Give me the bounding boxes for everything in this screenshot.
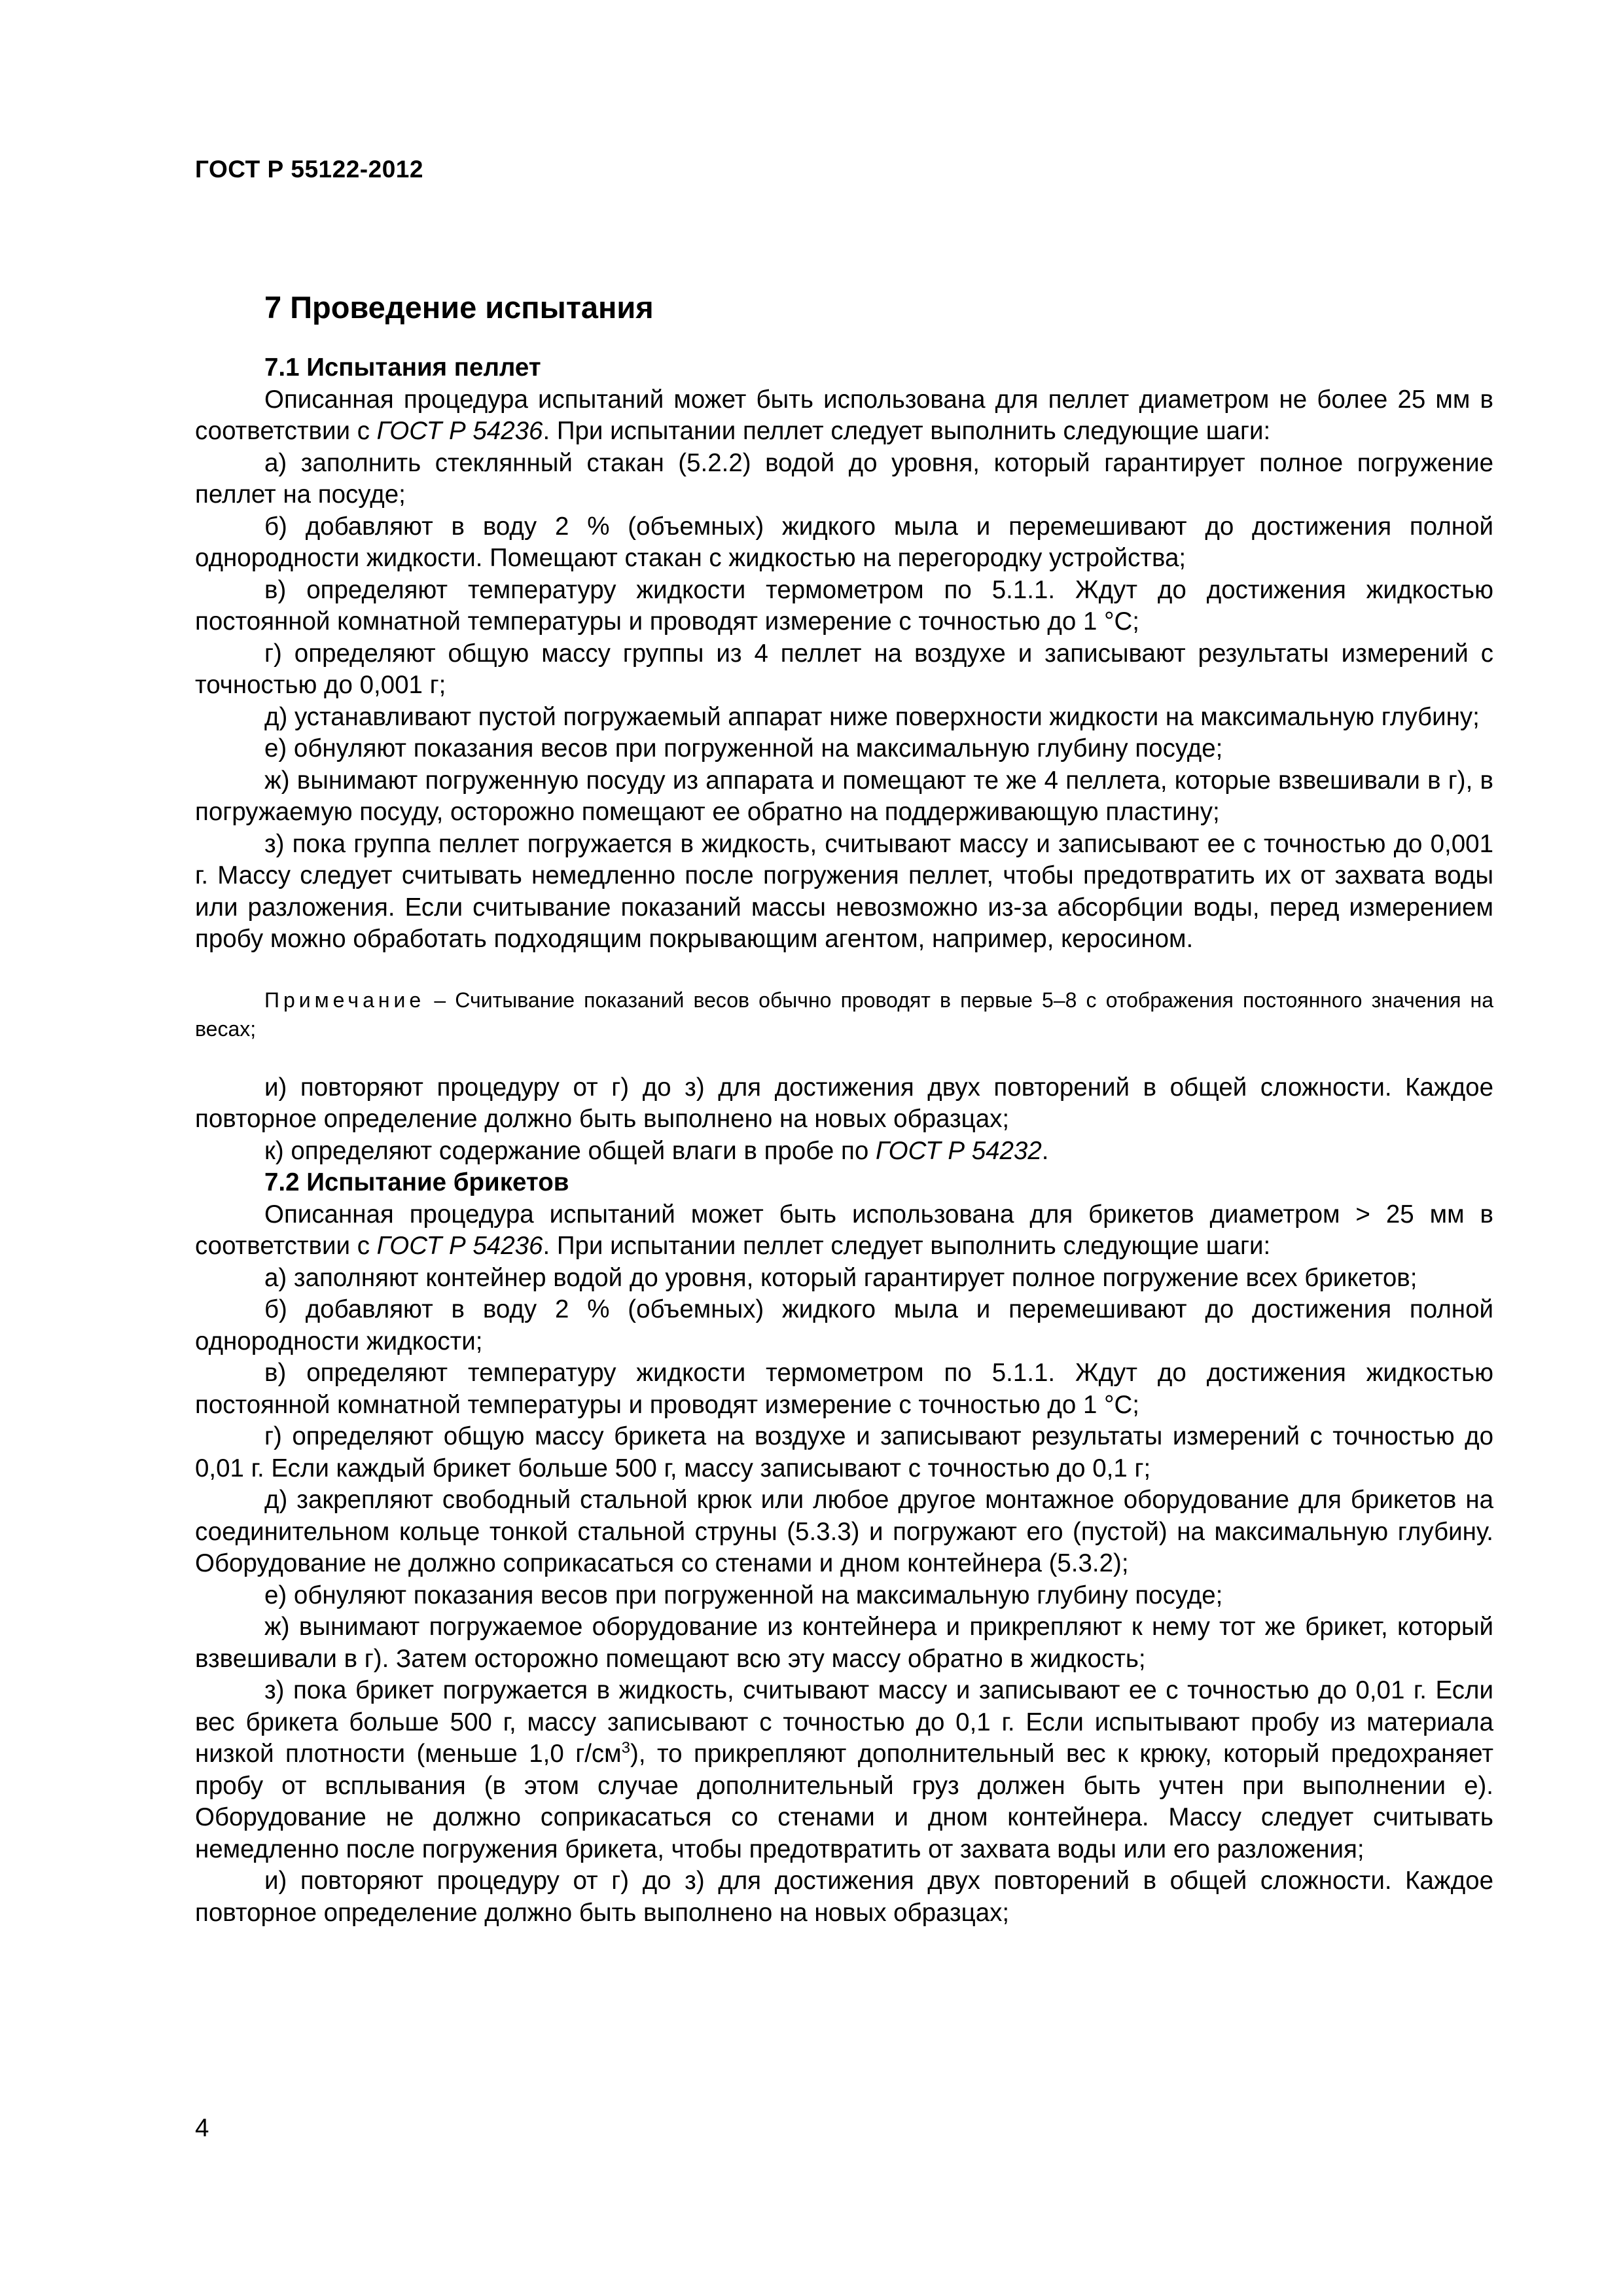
paragraph-intro-7-2: [195, 1199, 1493, 1263]
step-zh: ж) вынимают погруженную посуду из аппарата и помещают те же 4 пеллета, которые взвешивали в г), в погружаемую посуду, осторожно помещают ее обратно на поддерживающую пластину;: [195, 766, 1493, 826]
step-i: и) повторяют процедуру от г) до з) для достижения двух повторений в общей сложности. Каждое повторное определение должно быть выполнено на новых образцах;: [195, 1073, 1493, 1133]
standard-reference: ГОСТ Р 54232: [875, 1136, 1042, 1165]
standard-reference: ГОСТ Р 54236: [376, 1232, 543, 1260]
brick-step-d: д) закрепляют свободный стальной крюк или любое другое монтажное оборудование для брикетов на соединительном кольце тонкой стальной струны (5.3.3) и погружают его (пустой) на максимальную глубину. Оборудование не должно соприкасаться со стенами и дном контейнера (5.3.2);: [195, 1486, 1493, 1577]
subsection-title-7-2: 7.2 Испытание брикетов: [264, 1168, 569, 1196]
step-v: в) определяют температуру жидкости термометром по 5.1.1. Ждут до достижения жидкостью постоянной комнатной температуры и проводят измерение с точностью до 1 °С;: [195, 575, 1493, 636]
document-header: ГОСТ Р 55122-2012: [195, 156, 423, 183]
intro-text: Описанная процедура испытаний может быть использована для пеллет диаметром не более 25 мм в соответствии с: [195, 385, 1493, 445]
brick-step-a: а) заполняют контейнер водой до уровня, который гарантирует полное погружение всех брикетов;: [264, 1263, 1418, 1292]
document-body: [195, 288, 1493, 1929]
step-k-end: .: [1041, 1136, 1049, 1165]
brick-step-z: [195, 1675, 1493, 1865]
intro-text: Описанная процедура испытаний может быть использована для брикетов диаметром > 25 мм в соответствии с: [195, 1200, 1493, 1260]
brick-step-v: в) определяют температуру жидкости термометром по 5.1.1. Ждут до достижения жидкостью постоянной комнатной температуры и проводят измерение с точностью до 1 °С;: [195, 1359, 1493, 1419]
note-text: – Считывание показаний весов обычно проводят в первые 5–8 с отображения постоянного значения на весах;: [195, 988, 1493, 1041]
intro-text-end: . При испытании пеллет следует выполнить следующие шаги:: [543, 417, 1271, 445]
superscript: 3: [621, 1739, 631, 1757]
brick-step-zh: ж) вынимают погружаемое оборудование из контейнера и прикрепляют к нему тот же брикет, который взвешивали в г). Затем осторожно помещают всю эту массу обратно в жидкость;: [195, 1613, 1493, 1673]
page-number: 4: [195, 2114, 209, 2142]
step-a: а) заполнить стеклянный стакан (5.2.2) водой до уровня, который гарантирует полное погружение пеллет на посуде;: [195, 448, 1493, 509]
brick-step-g: г) определяют общую массу брикета на воздухе и записывают результаты измерений с точностью до 0,01 г. Если каждый брикет больше 500 г, массу записывают с точностью до 0,1 г;: [195, 1422, 1493, 1482]
step-e: е) обнуляют показания весов при погруженной на максимальную глубину посуде;: [264, 734, 1223, 762]
standard-reference: ГОСТ Р 54236: [376, 417, 543, 445]
brick-step-z-text-end: ), то прикрепляют дополнительный вес к крюку, который предохраняет пробу от всплывания (в этом случае дополнительный груз должен быть учтен при выполнении е). Оборудование не должно соприкасаться со стенами и дном контейнера. Массу следует считывать немедленно после погружения брикета, чтобы предотвратить от захвата воды или его разложения;: [195, 1740, 1493, 1863]
brick-step-i: и) повторяют процедуру от г) до з) для достижения двух повторений в общей сложности. Каждое повторное определение должно быть выполнено на новых образцах;: [195, 1867, 1493, 1927]
step-k: [195, 1136, 1493, 1168]
step-g: г) определяют общую массу группы из 4 пеллет на воздухе и записывают результаты измерений с точностью до 0,001 г;: [195, 639, 1493, 699]
brick-step-e: е) обнуляют показания весов при погруженной на максимальную глубину посуде;: [264, 1581, 1223, 1609]
brick-step-b: б) добавляют в воду 2 % (объемных) жидкого мыла и перемешивают до достижения полной однородности жидкости;: [195, 1295, 1493, 1355]
paragraph-intro-7-1: [195, 384, 1493, 448]
step-d: д) устанавливают пустой погружаемый аппарат ниже поверхности жидкости на максимальную глубину;: [264, 702, 1480, 731]
note-label: Примечание: [264, 988, 425, 1012]
note: [195, 986, 1493, 1043]
intro-text-end: . При испытании пеллет следует выполнить следующие шаги:: [543, 1232, 1271, 1260]
step-b: б) добавляют в воду 2 % (объемных) жидкого мыла и перемешивают до достижения полной однородности жидкости. Помещают стакан с жидкостью на перегородку устройства;: [195, 512, 1493, 572]
subsection-title-7-1: 7.1 Испытания пеллет: [264, 353, 541, 382]
brick-step-z-text: з) пока брикет погружается в жидкость, считывают массу и записывают ее с точностью до 0,01 г. Если вес брикета больше 500 г, массу записывают с точностью до 0,1 г. Если испытывают пробу из материала низкой плотности (меньше 1,0 г/см: [195, 1676, 1493, 1768]
step-z: з) пока группа пеллет погружается в жидкость, считывают массу и записывают ее с точностью до 0,001 г. Массу следует считывать немедленно после погружения пеллет, чтобы предотвратить их от захвата воды или разложения. Если считывание показаний массы невозможно из-за абсорбции воды, перед измерением пробу можно обработать подходящим покрывающим агентом, например, керосином.: [195, 829, 1493, 953]
section-title: 7 Проведение испытания: [264, 290, 654, 325]
step-k-text: к) определяют содержание общей влаги в пробе по: [264, 1136, 876, 1165]
